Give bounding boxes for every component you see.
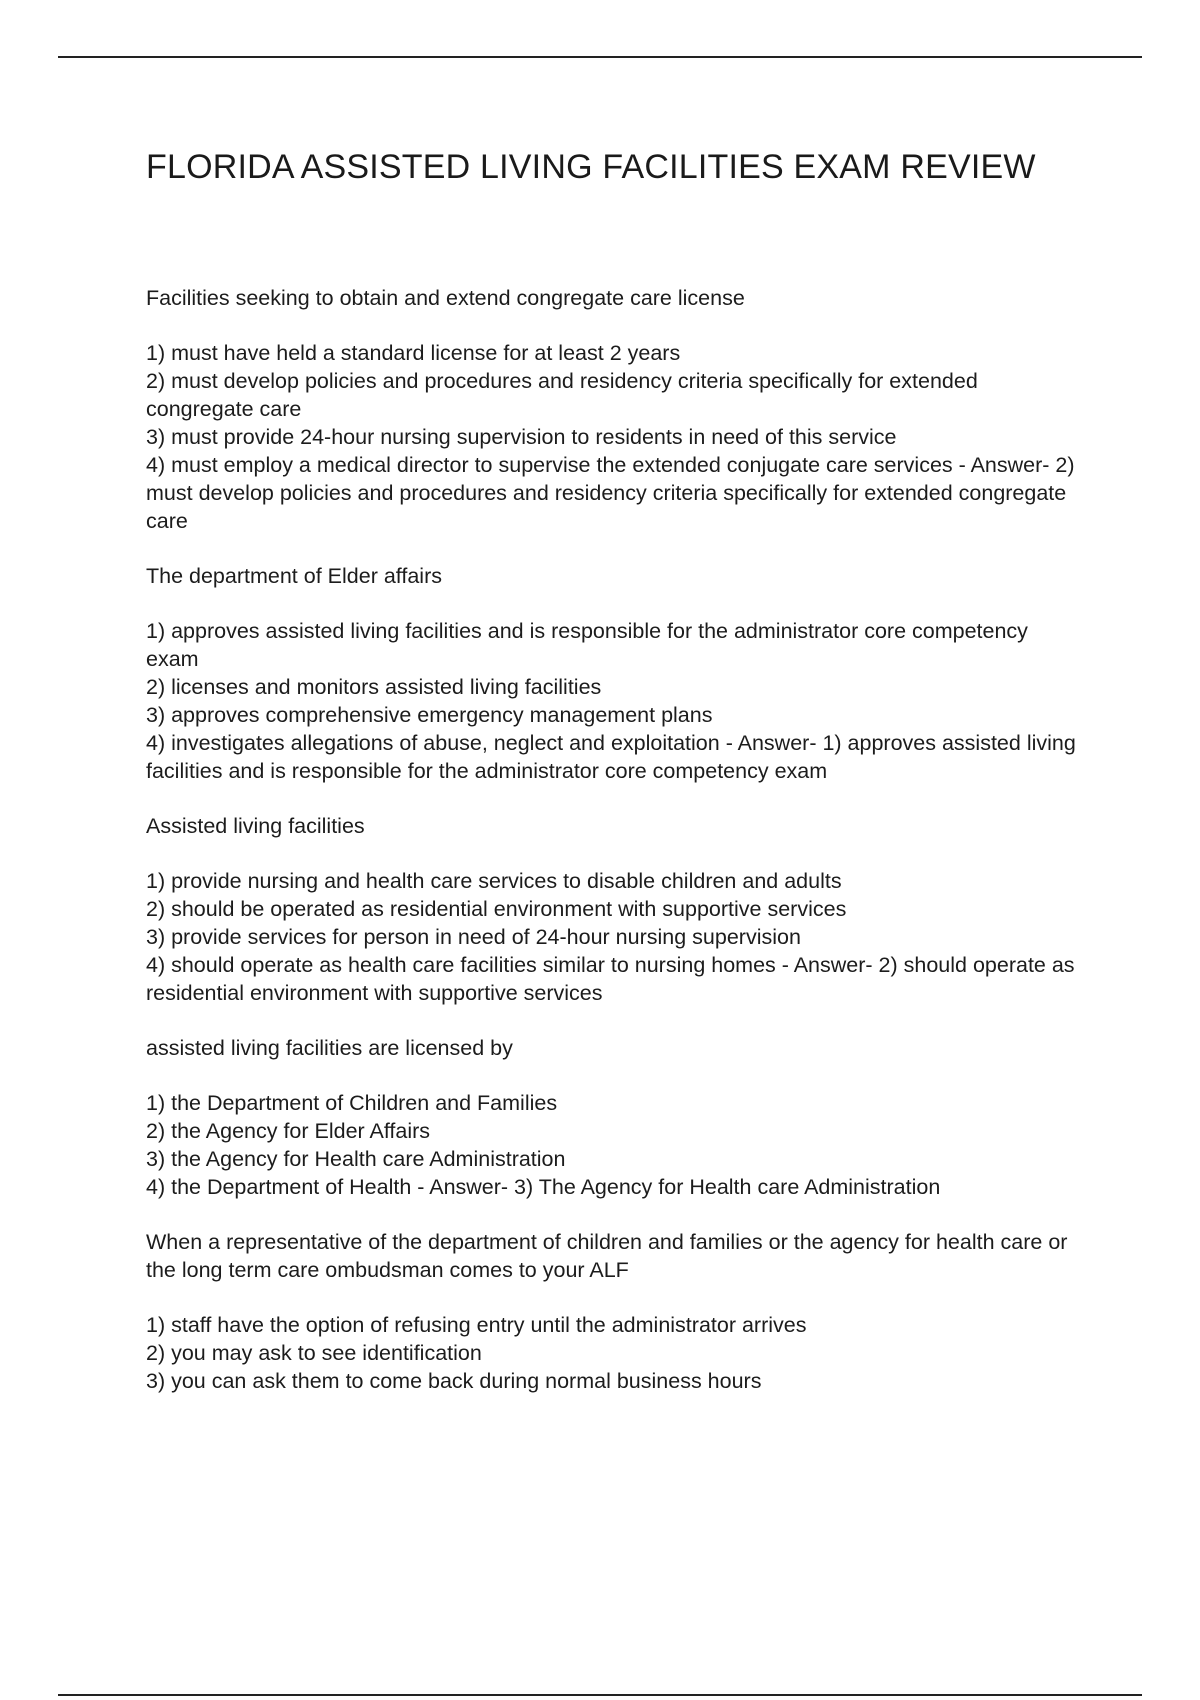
answer-option: 1) staff have the option of refusing entry until the administrator arrives: [146, 1313, 807, 1337]
answer-option: 1) must have held a standard license for at least 2 years: [146, 341, 681, 365]
document-body: [146, 284, 1086, 1422]
answer-option: 2) the Agency for Elder Affairs: [146, 1119, 431, 1143]
answer-option: 2) must develop policies and procedures and residency criteria specifically for extended congregate care: [146, 369, 978, 421]
qa-block-1: [146, 284, 1086, 535]
answer-option: 4) the Department of Health - Answer- 3) The Agency for Health care Administration: [146, 1175, 941, 1199]
answer-option: 1) approves assisted living facilities and is responsible for the administrator core competency exam: [146, 619, 1028, 671]
answer-option: 3) approves comprehensive emergency management plans: [146, 703, 713, 727]
page-title: FLORIDA ASSISTED LIVING FACILITIES EXAM REVIEW: [146, 148, 1036, 186]
answer-option: 2) licenses and monitors assisted living facilities: [146, 675, 602, 699]
bottom-divider: [58, 1694, 1142, 1696]
answer-option: 3) must provide 24-hour nursing supervision to residents in need of this service: [146, 425, 897, 449]
answer-option: 3) provide services for person in need of 24-hour nursing supervision: [146, 925, 801, 949]
question-text: assisted living facilities are licensed by: [146, 1036, 513, 1060]
answer-option: 4) must employ a medical director to supervise the extended conjugate care services - Answer- 2) must develop policies and procedures and residency criteria specifically for extended congregate care: [146, 453, 1075, 533]
answer-option: 3) the Agency for Health care Administration: [146, 1147, 566, 1171]
qa-block-5: [146, 1228, 1086, 1395]
qa-block-3: [146, 812, 1086, 1007]
answer-option: 4) should operate as health care facilities similar to nursing homes - Answer- 2) should operate as residential environment with supportive services: [146, 953, 1075, 1005]
answer-option: 2) should be operated as residential environment with supportive services: [146, 897, 847, 921]
question-text: Assisted living facilities: [146, 814, 365, 838]
answer-option: 1) provide nursing and health care services to disable children and adults: [146, 869, 842, 893]
answer-option: 3) you can ask them to come back during normal business hours: [146, 1369, 762, 1393]
top-divider: [58, 56, 1142, 58]
qa-block-2: [146, 562, 1086, 785]
answer-option: 2) you may ask to see identification: [146, 1341, 482, 1365]
answer-option: 4) investigates allegations of abuse, neglect and exploitation - Answer- 1) approves assisted living facilities and is responsible for the administrator core competency exam: [146, 731, 1076, 783]
qa-block-4: [146, 1034, 1086, 1201]
question-text: When a representative of the department of children and families or the agency for health care or the long term care ombudsman comes to your ALF: [146, 1230, 1068, 1282]
answer-option: 1) the Department of Children and Families: [146, 1091, 558, 1115]
question-text: Facilities seeking to obtain and extend congregate care license: [146, 286, 745, 310]
question-text: The department of Elder affairs: [146, 564, 442, 588]
